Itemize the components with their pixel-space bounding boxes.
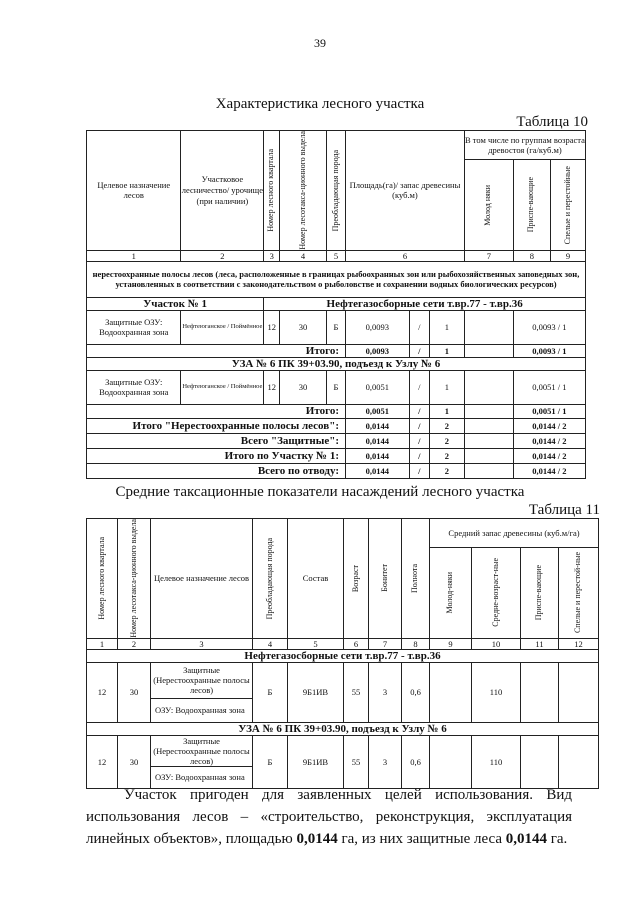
total-area: 0,0144: [346, 418, 410, 433]
itogo-stock: 1: [429, 404, 464, 418]
total-young: [464, 418, 513, 433]
header-mature-text: Спелые и перестой-ные: [573, 552, 583, 634]
table10-note: нерестоохранные полосы лесов (леса, расположенные в границах рыбоохранных зон или рыбохозяйственных заповедных зон, установленных в соответствии с законодательством о рыболовстве и сохранении водных биологических ресурсов): [87, 261, 586, 297]
colnum-cell: 2: [181, 250, 264, 261]
table10-section1-row: [87, 297, 586, 310]
row-maturing: [521, 662, 559, 722]
header-mature-text: Спелые и перестойные: [562, 165, 572, 245]
header-purpose: Целевое назначение лесов: [87, 131, 181, 251]
table11-header-row-1: [87, 519, 599, 548]
row-quarter: 12: [87, 735, 118, 788]
table10-colnum-row: [87, 250, 586, 261]
row-vydel: 30: [118, 662, 151, 722]
header-quarter-text: Номер лесного квартала: [96, 537, 106, 620]
header-quarter: [87, 519, 118, 639]
total-young: [464, 433, 513, 448]
header-mature: [550, 160, 585, 250]
row-mature: [559, 735, 599, 788]
row-species: Б: [326, 310, 345, 344]
total-row: [87, 463, 586, 478]
row-purpose-b: ОЗУ: Водоохранная зона: [151, 766, 253, 788]
total-area: 0,0144: [346, 433, 410, 448]
total-label: Итого по Участку № 1:: [87, 448, 346, 463]
header-age-text: Возраст: [350, 564, 360, 592]
table11-title: Средние таксационные показатели насаждений лесного участка: [115, 484, 525, 500]
total-slash: /: [409, 433, 429, 448]
total-stock: 2: [429, 448, 464, 463]
table-row: [87, 370, 586, 404]
row-young: [430, 662, 472, 722]
itogo-label: Итого:: [87, 404, 346, 418]
row-purpose-a: Защитные (Нерестоохранные полосы лесов): [151, 662, 253, 698]
row-purpose-a: Защитные (Нерестоохранные полосы лесов): [151, 735, 253, 766]
colnum-cell: 1: [87, 250, 181, 261]
table10-section2-row: [87, 357, 586, 370]
paragraph-text-3: га.: [547, 831, 568, 847]
header-stock: Средний запас древесины (куб.м/га): [430, 519, 599, 548]
total-label: Всего "Защитные":: [87, 433, 346, 448]
table-row: [87, 735, 599, 766]
total-young: [464, 448, 513, 463]
total-stock: 2: [429, 463, 464, 478]
itogo-area: 0,0051: [346, 404, 410, 418]
row-composition: 9Б1ИВ: [288, 735, 344, 788]
row-purpose: Защитные ОЗУ: Водоохранная зона: [87, 310, 181, 344]
row-composition: 9Б1ИВ: [288, 662, 344, 722]
header-maturing-text: Приспе-вающие: [526, 177, 536, 233]
colnum-cell: 5: [326, 250, 345, 261]
itogo-slash: /: [409, 404, 429, 418]
itogo-young: [464, 344, 513, 357]
header-maturing-text: Приспе-вающие: [534, 565, 544, 621]
total-row: [87, 418, 586, 433]
header-middle: [472, 547, 521, 638]
colnum-cell: 6: [344, 638, 369, 649]
total-row: [87, 433, 586, 448]
total-label: Итого "Нерестоохранные полосы лесов":: [87, 418, 346, 433]
header-bonitet: [369, 519, 402, 639]
paragraph-text-2: га, из них защитные леса: [337, 831, 506, 847]
total-slash: /: [409, 463, 429, 478]
row-maturing: [521, 735, 559, 788]
table11-section2-row: [87, 722, 599, 735]
header-maturing: [521, 547, 559, 638]
header-vydel-text: Номер лесотакса-ционного выдела: [128, 519, 138, 638]
itogo-middle: 0,0051 / 1: [513, 404, 585, 418]
row-quarter: 12: [264, 310, 280, 344]
row-middle: 0,0093 / 1: [513, 310, 585, 344]
table10: [86, 130, 586, 479]
row-density: 0,6: [402, 662, 430, 722]
row-area: 0,0051: [346, 370, 410, 404]
header-species-text: Преобладающая порода: [330, 149, 340, 232]
table10-itogo1-row: [87, 344, 586, 357]
row-young: [430, 735, 472, 788]
colnum-cell: 10: [472, 638, 521, 649]
table11: [86, 518, 599, 789]
header-vydel-text: Номер лесотакса-ционного выдела: [297, 131, 307, 250]
header-vydel: [280, 131, 327, 251]
colnum-cell: 3: [264, 250, 280, 261]
header-density-text: Полнота: [410, 563, 420, 593]
colnum-cell: 5: [288, 638, 344, 649]
total-middle: 0,0144 / 2: [513, 463, 585, 478]
header-quarter-text: Номер лесного квартала: [266, 149, 276, 232]
total-area: 0,0144: [346, 463, 410, 478]
row-bonitet: 3: [369, 662, 402, 722]
row-species: Б: [253, 735, 288, 788]
total-slash: /: [409, 418, 429, 433]
row-middle: 110: [472, 662, 521, 722]
row-age: 55: [344, 662, 369, 722]
table10-note-row: [87, 261, 586, 297]
total-slash: /: [409, 448, 429, 463]
total-middle: 0,0144 / 2: [513, 448, 585, 463]
header-young-text: Молод-няки: [445, 572, 455, 614]
colnum-cell: 1: [87, 638, 118, 649]
paragraph-text-1: Участок пригоден для заявленных целей использования. Вид использования лесов – «строительство, реконструкция, эксплуатация линейных объектов», площадью: [86, 787, 572, 847]
conclusion-paragraph: [86, 784, 572, 850]
row-purpose-b: ОЗУ: Водоохранная зона: [151, 698, 253, 722]
row-species: Б: [253, 662, 288, 722]
paragraph-area-total: 0,0144: [296, 831, 338, 847]
total-stock: 2: [429, 418, 464, 433]
header-maturing: [513, 160, 550, 250]
colnum-cell: 6: [346, 250, 465, 261]
colnum-cell: 4: [253, 638, 288, 649]
header-quarter: [264, 131, 280, 251]
header-young: [430, 547, 472, 638]
header-species-text: Преобладающая порода: [264, 537, 274, 620]
row-vydel: 30: [280, 310, 327, 344]
row-slash: /: [409, 370, 429, 404]
page-number: 39: [314, 36, 326, 50]
table-row: [87, 662, 599, 698]
section-title: УЗА № 6 ПК 39+03.90, подъезд к Узлу № 6: [87, 357, 586, 370]
table10-header-row-1: [87, 131, 586, 160]
paragraph-area-protective: 0,0144: [505, 831, 547, 847]
row-vydel: 30: [118, 735, 151, 788]
total-row: [87, 448, 586, 463]
colnum-cell: 2: [118, 638, 151, 649]
header-purpose: Целевое назначение лесов: [151, 519, 253, 639]
total-middle: 0,0144 / 2: [513, 433, 585, 448]
header-species: [326, 131, 345, 251]
plot-label: Участок № 1: [87, 297, 264, 310]
section-title: Нефтегазосборные сети т.вр.77 - т.вр.36: [264, 297, 586, 310]
row-species: Б: [326, 370, 345, 404]
total-young: [464, 463, 513, 478]
row-slash: /: [409, 310, 429, 344]
row-quarter: 12: [264, 370, 280, 404]
colnum-cell: 8: [402, 638, 430, 649]
row-forestry: Нефтеюганское / Поймённое: [181, 310, 264, 344]
row-quarter: 12: [87, 662, 118, 722]
row-area: 0,0093: [346, 310, 410, 344]
colnum-cell: 12: [559, 638, 599, 649]
header-age: [344, 519, 369, 639]
header-composition: Состав: [288, 519, 344, 639]
row-purpose: Защитные ОЗУ: Водоохранная зона: [87, 370, 181, 404]
header-density: [402, 519, 430, 639]
header-species: [253, 519, 288, 639]
row-middle: 110: [472, 735, 521, 788]
table11-section1-row: [87, 649, 599, 662]
table11-label: Таблица 11: [528, 502, 600, 518]
total-stock: 2: [429, 433, 464, 448]
row-density: 0,6: [402, 735, 430, 788]
table-row: [87, 310, 586, 344]
row-middle: 0,0051 / 1: [513, 370, 585, 404]
colnum-cell: 9: [550, 250, 585, 261]
header-young: [464, 160, 513, 250]
total-label: Всего по отводу:: [87, 463, 346, 478]
header-mature: [559, 547, 599, 638]
header-forestry: Участковое лесничество/ урочище (при наличии): [181, 131, 264, 251]
itogo-middle: 0,0093 / 1: [513, 344, 585, 357]
total-area: 0,0144: [346, 448, 410, 463]
itogo-label: Итого:: [87, 344, 346, 357]
row-young: [464, 370, 513, 404]
header-groups: В том числе по группам возраста древостоя (га/куб.м): [464, 131, 585, 160]
row-age: 55: [344, 735, 369, 788]
header-area: Площадь(га)/ запас древесины (куб.м): [346, 131, 465, 251]
row-young: [464, 310, 513, 344]
colnum-cell: 11: [521, 638, 559, 649]
row-bonitet: 3: [369, 735, 402, 788]
section-title: Нефтегазосборные сети т.вр.77 - т.вр.36: [87, 649, 599, 662]
itogo-area: 0,0093: [346, 344, 410, 357]
colnum-cell: 7: [464, 250, 513, 261]
header-middle-text: Средне-возраст-ные: [490, 558, 500, 628]
header-bonitet-text: Бонитет: [379, 564, 389, 593]
section-title: УЗА № 6 ПК 39+03.90, подъезд к Узлу № 6: [87, 722, 599, 735]
colnum-cell: 9: [430, 638, 472, 649]
header-vydel: [118, 519, 151, 639]
row-vydel: 30: [280, 370, 327, 404]
row-stock: 1: [429, 370, 464, 404]
total-middle: 0,0144 / 2: [513, 418, 585, 433]
header-young-text: Молод няки: [483, 184, 493, 226]
colnum-cell: 8: [513, 250, 550, 261]
itogo-slash: /: [409, 344, 429, 357]
colnum-cell: 3: [151, 638, 253, 649]
itogo-stock: 1: [429, 344, 464, 357]
row-forestry: Нефтеюганское / Поймённое: [181, 370, 264, 404]
itogo-young: [464, 404, 513, 418]
row-mature: [559, 662, 599, 722]
table10-title: Характеристика лесного участка: [215, 96, 425, 112]
row-stock: 1: [429, 310, 464, 344]
table10-label: Таблица 10: [516, 114, 588, 130]
table11-colnum-row: [87, 638, 599, 649]
table10-itogo2-row: [87, 404, 586, 418]
colnum-cell: 7: [369, 638, 402, 649]
colnum-cell: 4: [280, 250, 327, 261]
